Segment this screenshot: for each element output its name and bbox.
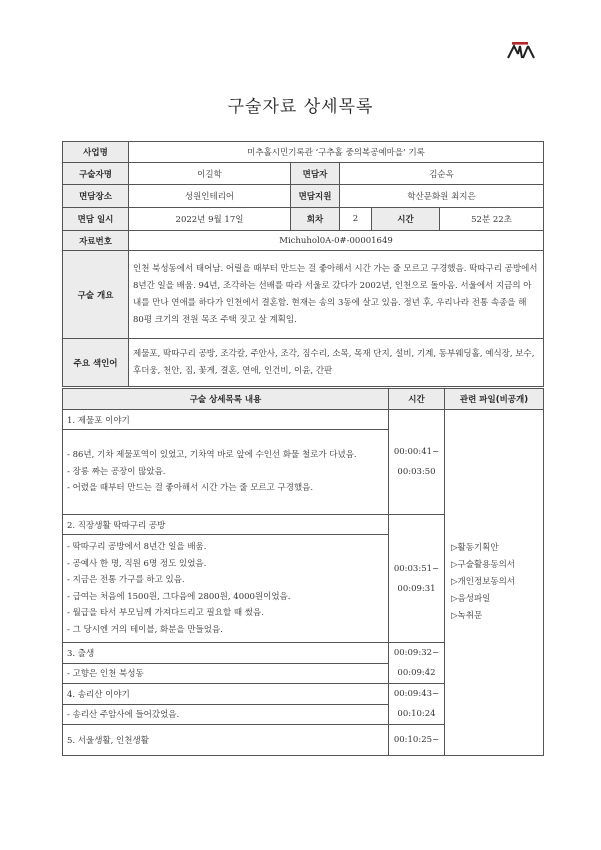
section-title: 2. 직장생활 딱따구리 공방 xyxy=(63,515,389,535)
section-title: 5. 서울생활, 인천생활 xyxy=(63,725,389,756)
interviewer-value: 김순옥 xyxy=(340,163,544,185)
detail-line: - 그 당시엔 거의 테이블, 화분을 만들었음. xyxy=(67,624,223,635)
support-value: 학산문화원 최지은 xyxy=(340,185,544,208)
section-details: - 고향은 인천 북성동 xyxy=(63,663,389,684)
section-details: - 송리산 주암사에 들어갔었음. xyxy=(63,704,389,725)
detail-line: - 어렸을 때부터 만드는 걸 좋아해서 시간 가는 줄 모르고 구경했음. xyxy=(67,483,314,494)
support-label: 면담지원 xyxy=(291,185,340,208)
place-value: 성원인테리어 xyxy=(129,185,291,208)
file-item: ▷구술활용동의서 xyxy=(451,560,516,570)
document-title: 구술자료 상세목록 xyxy=(227,97,374,117)
date-label: 면담 일시 xyxy=(63,208,129,231)
list-header-files: 관련 파일(비공개) xyxy=(445,389,544,410)
project-label: 사업명 xyxy=(63,142,129,163)
section-time: 00:10:25~ xyxy=(389,725,445,756)
file-item: ▷활동기획안 xyxy=(451,543,499,553)
list-header-time: 시간 xyxy=(389,389,445,410)
detail-line: - 장롱 짜는 공장이 많았음. xyxy=(67,466,166,477)
info-table xyxy=(62,141,544,387)
detail-line: - 월급을 타서 부모님께 가져다드리고 필요할 때 썼음. xyxy=(67,608,264,618)
interviewer-label: 면담자 xyxy=(291,163,340,185)
detail-line: - 86년, 기차 제물포역이 있었고, 기차역 바로 앞에 수인선 화물 철로가 다녔음. xyxy=(67,450,357,461)
detail-line: - 급여는 처음에 1500원, 그다음에 2800원, 4000원이었음. xyxy=(67,591,291,602)
project-value: 미추홀시민기록관 ‘구추홀 중의복공예마을’ 기록 xyxy=(129,142,544,163)
duration-label: 시간 xyxy=(372,208,440,231)
keywords-label: 주요 색인어 xyxy=(63,339,129,387)
duration-value: 52분 22초 xyxy=(440,208,544,231)
id-label: 자료번호 xyxy=(63,231,129,251)
narrator-value: 이길학 xyxy=(129,163,291,185)
archive-logo-icon xyxy=(506,40,540,60)
id-value: Michuhol0A-0#-00001649 xyxy=(129,231,544,251)
place-label: 면담장소 xyxy=(63,185,129,208)
file-item: ▷음성파일 xyxy=(451,594,491,604)
narrator-label: 구술자명 xyxy=(63,163,129,185)
section-time: 00:09:43~ 00:10:24 xyxy=(389,684,445,725)
summary-value: 인천 북성동에서 태어남. 어릴을 때부터 만드는 걸 좋아해서 시간 가는 줄 모르고 구경했음. 딱따구리 공방에서 8년간 일을 배움. 94년, 조각하는 선배를 따라 서울로 갔다가 2002년, 인천으로 돌아옴. 서울에서 지금의 아내를 만나 연애를 하다가 인천에서 결혼함. 현재는 송의 3동에 살고 있음. 정년 후, 우리나라 전통 속종을 해 80평 크기의 전원 목조 주택 짓고 살 계획임. xyxy=(129,251,544,339)
session-value: 2 xyxy=(340,208,372,231)
keywords-value: 제물포, 딱따구리 공방, 조각칼, 주안사, 조각, 짐수리, 소목, 목재 단지, 설비, 기계, 동부웨딩홀, 예식장, 보수, 후더웅, 천안, 짐, 꽃게, 결혼, 연애, 인건비, 이윤, 간판 xyxy=(129,339,544,387)
section-title: 1. 제물포 이야기 xyxy=(63,410,389,430)
related-files xyxy=(445,410,544,756)
section-title: 4. 송리산 이야기 xyxy=(63,684,389,705)
list-header-content: 구술 상세목록 내용 xyxy=(63,389,389,410)
file-item: ▷녹취문 xyxy=(451,611,483,621)
section-details xyxy=(63,430,389,515)
date-value: 2022년 9월 17일 xyxy=(129,208,291,231)
session-label: 회차 xyxy=(291,208,340,231)
section-title: 3. 출생 xyxy=(63,643,389,664)
detail-line: - 공예사 한 명, 직원 6명 정도 있었음. xyxy=(67,558,207,569)
detail-list-table xyxy=(62,388,544,756)
detail-line: - 딱따구리 공방에서 8년간 일을 배움. xyxy=(67,542,207,552)
section-details xyxy=(63,535,389,643)
file-item: ▷개인정보동의서 xyxy=(451,577,516,587)
section-time: 00:00:41~ 00:03:50 xyxy=(389,410,445,515)
section-time: 00:09:32~ 00:09:42 xyxy=(389,643,445,684)
summary-label: 구술 개요 xyxy=(63,251,129,339)
detail-line: - 지금은 전통 가구를 하고 있음. xyxy=(67,575,185,585)
section-time: 00:03:51~ 00:09:31 xyxy=(389,515,445,643)
